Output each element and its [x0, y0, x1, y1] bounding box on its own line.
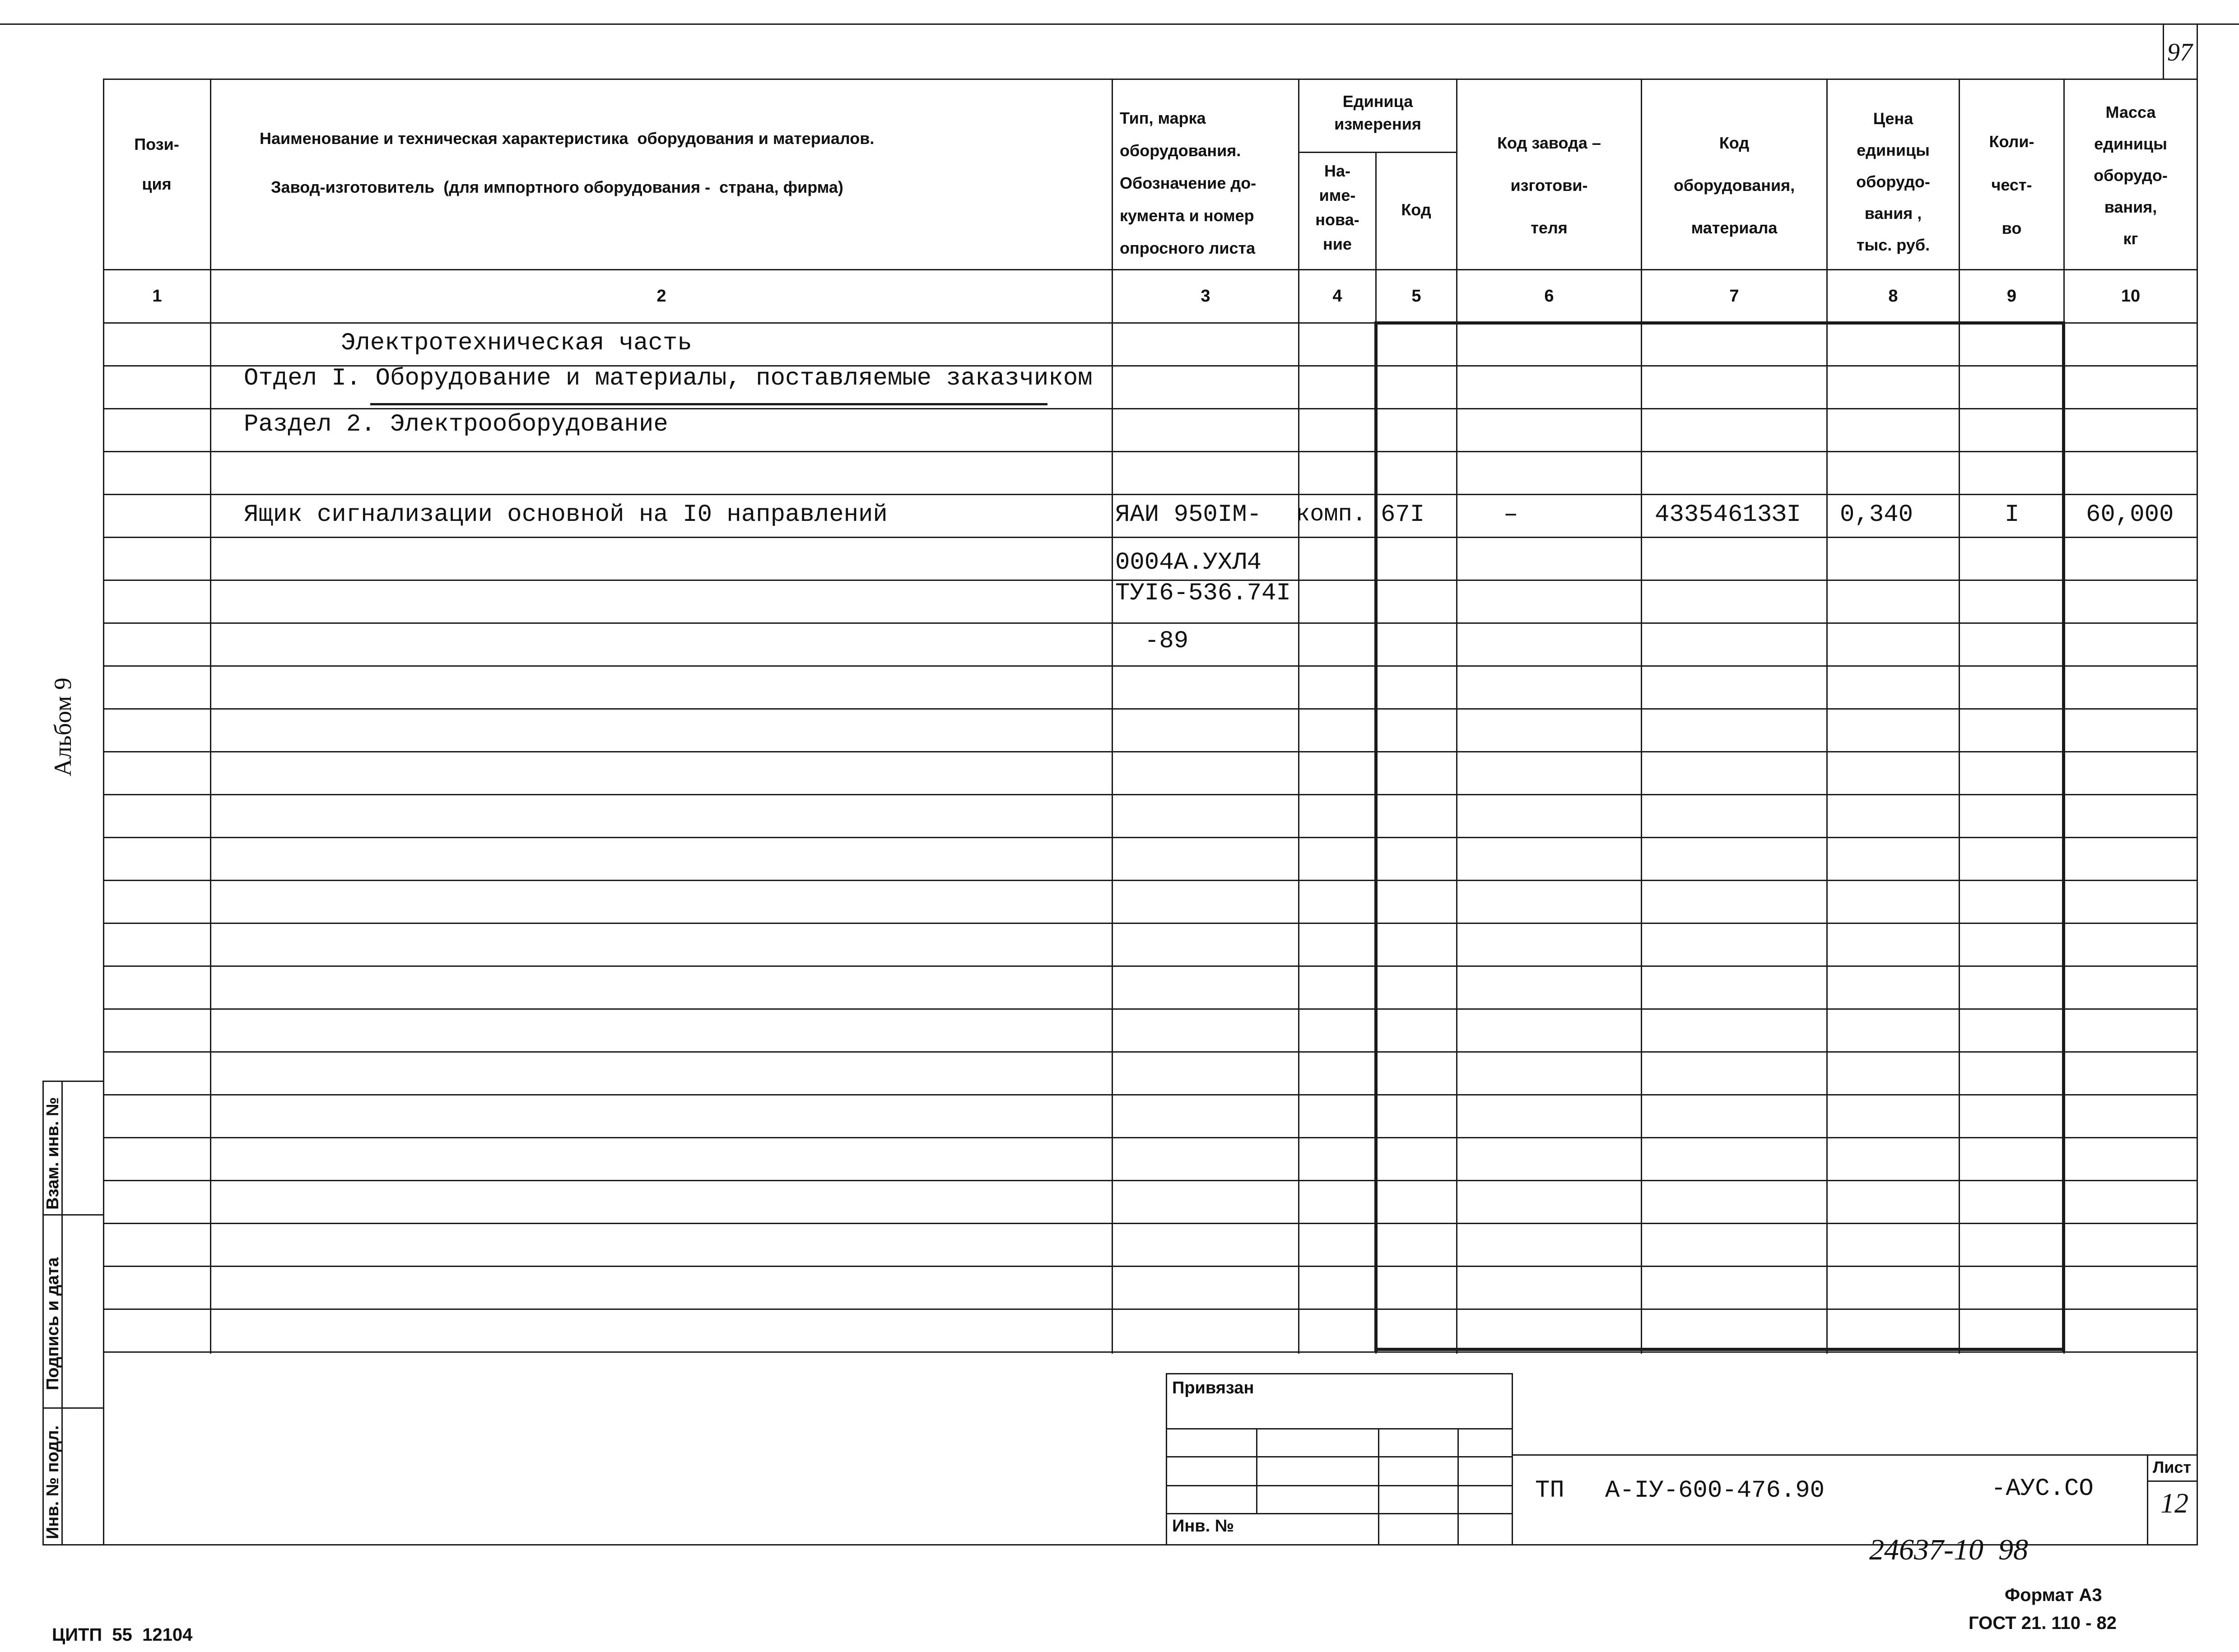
tb-grid-h4: [1166, 1513, 1513, 1514]
tb-grid-h2: [1166, 1456, 1513, 1457]
item-type-line3: ТУI6-536.74I: [1115, 580, 1291, 607]
tb-sheet-left: [2147, 1454, 2148, 1545]
tb-grid-h3: [1166, 1485, 1513, 1486]
table-row-line: [103, 622, 2198, 624]
table-row-line: [103, 1351, 2198, 1353]
tb-doc-top: [1512, 1454, 2198, 1456]
colnum-3: 3: [1201, 287, 1210, 306]
footer-format: Формат А3: [2005, 1585, 2102, 1605]
colnum-6: 6: [1544, 287, 1554, 306]
header-name-line1: Наименование и техническая характеристика оборудования и материалов.: [260, 129, 875, 148]
footer-gost: ГОСТ 21. 110 - 82: [1969, 1613, 2117, 1633]
tb-privyazan-left: [1166, 1373, 1167, 1545]
header-unit-name: На- име- нова- ние: [1315, 162, 1359, 253]
tb-sheet-divider: [2147, 1480, 2198, 1482]
table-row-line: [103, 665, 2198, 667]
item-quantity: I: [2005, 501, 2020, 529]
item-plant-code: –: [1504, 501, 1518, 529]
header-name-line2: Завод-изготовитель (для импортного оборудования - страна, фирма): [271, 178, 843, 196]
table-row-line: [103, 1137, 2198, 1138]
header-bottom-line: [103, 269, 2198, 270]
header-quantity: Коли- чест- во: [1989, 132, 2034, 237]
frame-right-line: [2197, 23, 2198, 1545]
header-plant-code: Код завода – изготови- теля: [1497, 134, 1601, 237]
header-mass: Масса единицы оборудо- вания, кг: [2094, 103, 2168, 248]
unit-header-divider: [1298, 152, 1456, 153]
stamp-top-line: [42, 1081, 104, 1082]
table-row-line: [103, 1180, 2198, 1181]
colnum-9: 9: [2006, 287, 2017, 306]
table-row-line: [103, 923, 2198, 924]
table-row-line: [103, 451, 2198, 452]
item-price: 0,340: [1840, 501, 1913, 529]
tb-doc-tp: ТП: [1535, 1477, 1564, 1504]
header-unit: Единица измерения: [1334, 92, 1421, 133]
item-unit: комп.: [1296, 501, 1367, 528]
stamp-vzam: Взам. инв. №: [43, 1097, 62, 1210]
subsection-title: Раздел 2. Электрооборудование: [244, 411, 668, 438]
table-row-line: [103, 880, 2198, 881]
tb-grid-v1: [1256, 1428, 1257, 1513]
table-row-line: [103, 1008, 2198, 1010]
tb-doc-main: А-IУ-600-476.90: [1605, 1477, 1825, 1504]
tb-privyazan: Привязан: [1172, 1378, 1254, 1397]
item-mass: 60,000: [2086, 501, 2174, 529]
table-row-line: [103, 1266, 2198, 1267]
item-type-line2: 0004А.УХЛ4: [1115, 549, 1262, 576]
section-title: Электротехническая часть: [341, 329, 692, 357]
header-price: Цена единицы оборудо- вания , тыс. руб.: [1856, 109, 1930, 254]
stamp-sep-2: [42, 1407, 104, 1409]
footer-citp: ЦИТП 55 12104: [52, 1625, 193, 1645]
department-title: Отдел I. Оборудование и материалы, поставляемые заказчиком: [244, 365, 1093, 392]
tb-privyazan-top: [1166, 1373, 1513, 1374]
tb-doc-suffix: -АУС.СО: [1991, 1475, 2094, 1503]
table-top-line: [103, 79, 2198, 80]
header-type: Тип, марка оборудования. Обозначение до- кумента и номер опросного листа: [1120, 109, 1257, 257]
colnum-4: 4: [1332, 287, 1342, 306]
header-equipment-code: Код оборудования, материала: [1673, 134, 1795, 237]
table-row-line: [103, 751, 2198, 752]
table-row-line: [103, 1094, 2198, 1095]
stamp-sign-date: Подпись и дата: [43, 1257, 62, 1390]
table-row-line: [103, 708, 2198, 710]
item-type-line1: ЯАИ 950IМ-: [1115, 501, 1262, 529]
tb-sheet-number: 12: [2160, 1488, 2188, 1519]
stamp-sep-1: [42, 1214, 104, 1216]
header-position: Пози- ция: [134, 135, 179, 193]
colnum-7: 7: [1729, 287, 1739, 306]
colnum-bottom-line: [103, 322, 2198, 324]
tb-grid-v2: [1378, 1428, 1379, 1545]
colnum-2: 2: [656, 287, 666, 306]
table-row-line: [103, 408, 2198, 409]
stamp-inv-no: Инв. № подл.: [43, 1425, 62, 1539]
item-unit-code: 67I: [1381, 501, 1425, 529]
table-row-line: [103, 965, 2198, 967]
colnum-5: 5: [1411, 287, 1421, 306]
colnum-10: 10: [2121, 287, 2141, 306]
top-frame-line: [0, 23, 2239, 25]
item-equipment-code: 43354613ЗI: [1655, 501, 1801, 529]
tb-inv-no: Инв. №: [1172, 1517, 1234, 1536]
corner-box-left: [2163, 23, 2164, 79]
tb-privyazan-right: [1512, 1373, 1513, 1545]
tb-grid-h1: [1166, 1428, 1513, 1429]
table-row-line: [103, 794, 2198, 795]
colnum-1: 1: [152, 287, 162, 306]
table-row-line: [103, 1051, 2198, 1053]
tb-grid-v3: [1457, 1428, 1459, 1545]
sheet-corner-number: 97: [2167, 38, 2192, 66]
item-name: Ящик сигнализации основной на I0 направлений: [244, 501, 888, 529]
table-row-line: [103, 537, 2198, 538]
table-row-line: [103, 837, 2198, 838]
header-unit-code: Код: [1401, 200, 1431, 219]
colnum-8: 8: [1888, 287, 1898, 306]
item-type-line4: -89: [1145, 627, 1189, 655]
table-row-line: [103, 1309, 2198, 1310]
archive-number: 24637-10 98: [1869, 1533, 2028, 1566]
table-row-line: [103, 1223, 2198, 1224]
tb-sheet-label: Лист: [2153, 1458, 2192, 1476]
album-label: Альбом 9: [49, 678, 76, 776]
department-underline: [370, 403, 1047, 405]
table-row-line: [103, 494, 2198, 495]
thick-box-bottom: [1374, 1348, 2065, 1351]
